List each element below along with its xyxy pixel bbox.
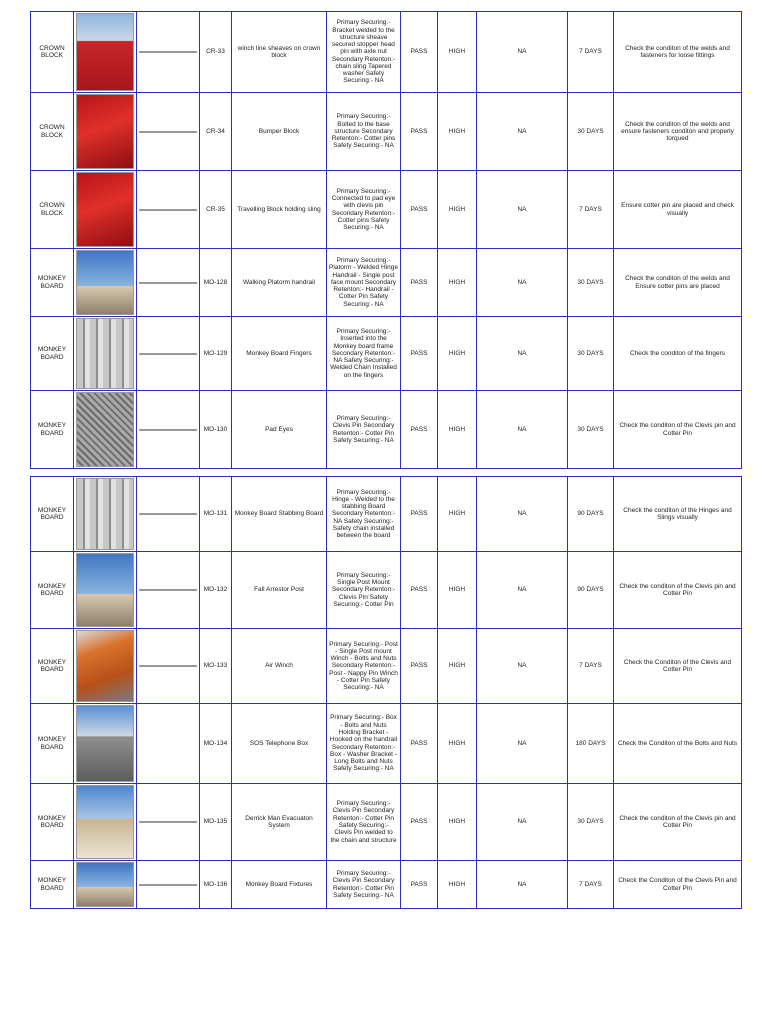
- description-cell: Derrick Man Evacuaton System: [232, 784, 327, 861]
- action-cell: Check the Conditon of the Clevis Pin and Cotter Pin: [614, 861, 742, 909]
- risk-cell: HIGH: [438, 249, 477, 317]
- table-row: [31, 391, 742, 469]
- equipment-photo: [76, 318, 134, 389]
- inspection-table-bottom: [30, 476, 742, 909]
- result-cell: PASS: [401, 477, 438, 552]
- description-cell: Air Winch: [232, 629, 327, 704]
- equipment-photo: [139, 131, 197, 133]
- frequency-cell: 30 DAYS: [568, 784, 614, 861]
- description-cell: Monkey Board Fixtures: [232, 861, 327, 909]
- risk-cell: HIGH: [438, 704, 477, 784]
- area-cell: CROWN BLOCK: [31, 171, 74, 249]
- table-row: [31, 12, 742, 93]
- action-cell: Check the conditon of the welds and ensure fasteners conditon and properly torqued: [614, 93, 742, 171]
- risk-cell: HIGH: [438, 171, 477, 249]
- area-cell: MONKEY BOARD: [31, 704, 74, 784]
- na-cell: NA: [477, 784, 568, 861]
- table-row: [31, 629, 742, 704]
- action-cell: Check the conditon of the fingers: [614, 317, 742, 391]
- table-row: [31, 704, 742, 784]
- description-cell: Monkey Board Stabbing Board: [232, 477, 327, 552]
- securing-cell: Primary Securing:- Platorm - Welded Hinge Handrail - Single post face mount Secondary Retenton:- Handrail - Cotter Pin Safety Securing:- NA: [327, 249, 401, 317]
- description-cell: Bumper Block: [232, 93, 327, 171]
- area-cell: CROWN BLOCK: [31, 12, 74, 93]
- equipment-photo: [76, 13, 134, 91]
- action-cell: Check the Conditon of the Bolts and Nuts: [614, 704, 742, 784]
- frequency-cell: 30 DAYS: [568, 93, 614, 171]
- equipment-photo: [76, 785, 134, 859]
- action-cell: Check the conditon of the welds and Ensure cotter pins are placed: [614, 249, 742, 317]
- securing-cell: Primary Securing:- Bracket welded to the structure sheave secured stopper head pin with axle nut Secondary Retenton:- chain sling Tapered washer Safety Securing:- NA: [327, 12, 401, 93]
- equipment-photo: [76, 553, 134, 627]
- equipment-photo: [76, 705, 134, 782]
- securing-cell: Primary Securing:- Box - Bolts and Nuts Holding Bracket - Hooked on the handrail Secondary Retenton:- Box - Washer Bracket - Long Bolts and Nuts Safety Securing:- NA: [327, 704, 401, 784]
- result-cell: PASS: [401, 171, 438, 249]
- inspection-table-top: [30, 11, 742, 469]
- item-id-cell: CR-33: [200, 12, 232, 93]
- result-cell: PASS: [401, 391, 438, 469]
- result-cell: PASS: [401, 317, 438, 391]
- frequency-cell: 30 DAYS: [568, 317, 614, 391]
- description-cell: Fall Arrestor Post: [232, 552, 327, 629]
- frequency-cell: 7 DAYS: [568, 171, 614, 249]
- na-cell: NA: [477, 12, 568, 93]
- action-cell: Check the conditon of the Clevis pin and Cotter Pin: [614, 784, 742, 861]
- table-row: [31, 317, 742, 391]
- equipment-photo: [139, 51, 197, 53]
- equipment-photo: [139, 282, 197, 284]
- equipment-photo: [76, 392, 134, 467]
- frequency-cell: 30 DAYS: [568, 391, 614, 469]
- equipment-photo: [139, 884, 197, 886]
- item-id-cell: MO-131: [200, 477, 232, 552]
- equipment-photo: [76, 250, 134, 315]
- result-cell: PASS: [401, 784, 438, 861]
- table-row: [31, 861, 742, 909]
- na-cell: NA: [477, 477, 568, 552]
- equipment-photo: [76, 172, 134, 247]
- equipment-photo: [76, 94, 134, 169]
- result-cell: PASS: [401, 12, 438, 93]
- frequency-cell: 30 DAYS: [568, 249, 614, 317]
- item-id-cell: MO-130: [200, 391, 232, 469]
- securing-cell: Primary Securing:- Clevis Pin Secondary Retenton:- Cotter Pin Safety Securing:- NA: [327, 861, 401, 909]
- area-cell: MONKEY BOARD: [31, 861, 74, 909]
- area-cell: MONKEY BOARD: [31, 784, 74, 861]
- na-cell: NA: [477, 249, 568, 317]
- table-row: [31, 171, 742, 249]
- item-id-cell: MO-133: [200, 629, 232, 704]
- area-cell: MONKEY BOARD: [31, 629, 74, 704]
- table-row: [31, 552, 742, 629]
- item-id-cell: CR-34: [200, 93, 232, 171]
- table-row: [31, 477, 742, 552]
- action-cell: Check the conditon of the Clevis pin and Cotter Pin: [614, 552, 742, 629]
- area-cell: MONKEY BOARD: [31, 249, 74, 317]
- area-cell: CROWN BLOCK: [31, 93, 74, 171]
- item-id-cell: CR-35: [200, 171, 232, 249]
- securing-cell: Primary Securing:- Connected to pad eye with clevis pin Secondary Retenton:- Cotter pins Safety Securing:- NA: [327, 171, 401, 249]
- securing-cell: Primary Securing:- Clevis Pin Secondary Retenton:- Cotter Pin Safety Securing:- NA: [327, 391, 401, 469]
- frequency-cell: 7 DAYS: [568, 12, 614, 93]
- na-cell: NA: [477, 629, 568, 704]
- risk-cell: HIGH: [438, 861, 477, 909]
- equipment-photo: [76, 862, 134, 907]
- description-cell: winch line sheaves on crown block: [232, 12, 327, 93]
- action-cell: Check the conditon of the Hinges and Slings visually: [614, 477, 742, 552]
- frequency-cell: 90 DAYS: [568, 552, 614, 629]
- result-cell: PASS: [401, 861, 438, 909]
- area-cell: MONKEY BOARD: [31, 391, 74, 469]
- description-cell: SOS Telephone Box: [232, 704, 327, 784]
- description-cell: Monkey Board Fingers: [232, 317, 327, 391]
- equipment-photo: [139, 513, 197, 515]
- risk-cell: HIGH: [438, 629, 477, 704]
- securing-cell: Primary Securing:- Single Post Mount Secondary Retenton:- Clevis Pin Safety Securing:- Cotter Pin: [327, 552, 401, 629]
- risk-cell: HIGH: [438, 317, 477, 391]
- item-id-cell: MO-136: [200, 861, 232, 909]
- risk-cell: HIGH: [438, 784, 477, 861]
- table-row: [31, 249, 742, 317]
- securing-cell: Primary Securing:- Hinge - Welded to the stabbing Board Secondary Retenton:- NA Safety Securing:- Safety chain installed between the board: [327, 477, 401, 552]
- risk-cell: HIGH: [438, 552, 477, 629]
- action-cell: Check the Conditon of the Clevis and Cotter Pin: [614, 629, 742, 704]
- risk-cell: HIGH: [438, 477, 477, 552]
- description-cell: Travelling Block holding sling: [232, 171, 327, 249]
- equipment-photo: [139, 429, 197, 431]
- result-cell: PASS: [401, 93, 438, 171]
- equipment-photo: [76, 630, 134, 702]
- risk-cell: HIGH: [438, 93, 477, 171]
- na-cell: NA: [477, 552, 568, 629]
- na-cell: NA: [477, 317, 568, 391]
- area-cell: MONKEY BOARD: [31, 552, 74, 629]
- frequency-cell: 7 DAYS: [568, 629, 614, 704]
- equipment-photo: [139, 821, 197, 823]
- frequency-cell: 90 DAYS: [568, 477, 614, 552]
- na-cell: NA: [477, 861, 568, 909]
- item-id-cell: MO-135: [200, 784, 232, 861]
- securing-cell: Primary Securing:- Inserted into the Monkey board frame Secondary Retenton:- NA Safety Securing:- Welded Chain Installed on the fingers: [327, 317, 401, 391]
- action-cell: Check the conditon of the Clevis pin and Cotter Pin: [614, 391, 742, 469]
- result-cell: PASS: [401, 552, 438, 629]
- na-cell: NA: [477, 704, 568, 784]
- action-cell: Ensure cotter pin are placed and check visually: [614, 171, 742, 249]
- equipment-photo: [139, 665, 197, 667]
- securing-cell: Primary Securing:- Clevis Pin Secondary Retenton:- Cotter Pin Safety Securing:- Clevis Pin welded to the chain and structure: [327, 784, 401, 861]
- na-cell: NA: [477, 171, 568, 249]
- risk-cell: HIGH: [438, 391, 477, 469]
- table-row: [31, 93, 742, 171]
- area-cell: MONKEY BOARD: [31, 317, 74, 391]
- risk-cell: HIGH: [438, 12, 477, 93]
- equipment-photo: [139, 589, 197, 591]
- result-cell: PASS: [401, 629, 438, 704]
- securing-cell: Primary Securing:- Post - Single Post mount Winch - Bolts and Nuts Secondary Retenton:- Post - Nappy Pin Winch - Cotter Pin Safety Securing:- NA: [327, 629, 401, 704]
- frequency-cell: 7 DAYS: [568, 861, 614, 909]
- action-cell: Check the conditon of the welds and fasteners for loose fittings: [614, 12, 742, 93]
- na-cell: NA: [477, 93, 568, 171]
- description-cell: Walking Platorm handrail: [232, 249, 327, 317]
- item-id-cell: MO-129: [200, 317, 232, 391]
- area-cell: MONKEY BOARD: [31, 477, 74, 552]
- table-row: [31, 784, 742, 861]
- result-cell: PASS: [401, 249, 438, 317]
- equipment-photo: [76, 478, 134, 550]
- description-cell: Pad Eyes: [232, 391, 327, 469]
- item-id-cell: MO-134: [200, 704, 232, 784]
- item-id-cell: MO-128: [200, 249, 232, 317]
- securing-cell: Primary Securing:- Bolted to the base structure Secondary Retenton:- Cotter pins Safety Securing:- NA: [327, 93, 401, 171]
- result-cell: PASS: [401, 704, 438, 784]
- item-id-cell: MO-132: [200, 552, 232, 629]
- equipment-photo: [139, 209, 197, 211]
- equipment-photo: [139, 353, 197, 355]
- frequency-cell: 180 DAYS: [568, 704, 614, 784]
- na-cell: NA: [477, 391, 568, 469]
